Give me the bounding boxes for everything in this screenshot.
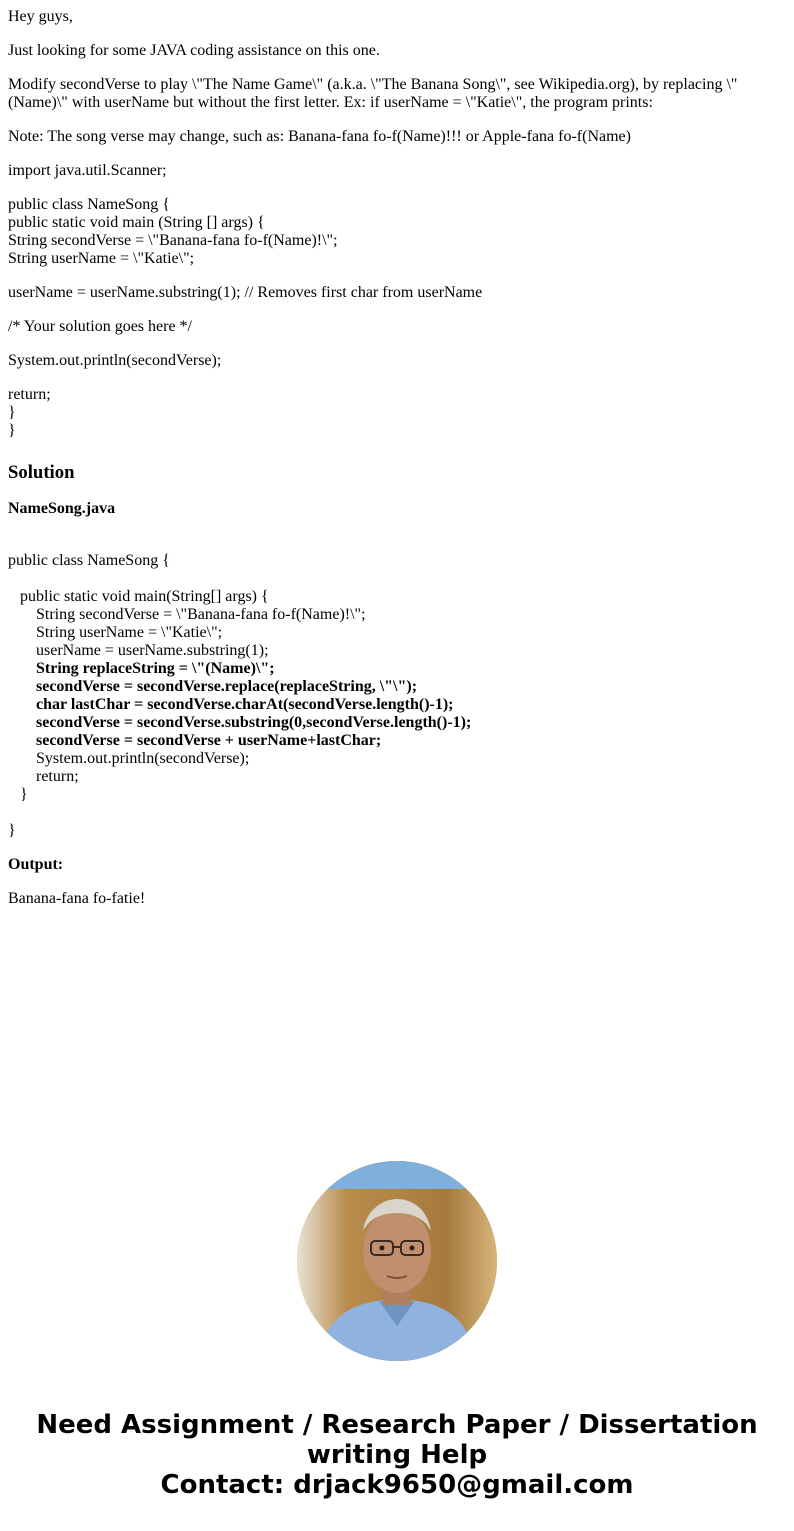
solution-code-line: String userName = \"Katie\"; (8, 624, 223, 641)
promo-banner (0, 1410, 794, 1500)
solution-code-line: public static void main(String[] args) { (8, 588, 269, 605)
document-body (0, 8, 794, 908)
solution-code-line: String replaceString = \"(Name)\"; (8, 660, 275, 677)
code-line: return; (8, 386, 51, 403)
code-line: } (8, 422, 16, 439)
solution-code-line: return; (8, 768, 79, 785)
solution-heading: Solution (8, 462, 75, 483)
substring-line: userName = userName.substring(1); // Removes first char from userName (8, 284, 483, 301)
solution-code-line: String secondVerse = \"Banana-fana fo-f(Name)!\"; (8, 606, 366, 623)
closing-block (8, 386, 786, 440)
promo-line: Need Assignment / Research Paper / Dissertation (36, 1410, 758, 1440)
code-line: String secondVerse = \"Banana-fana fo-f(Name)!\"; (8, 232, 338, 249)
code-line: public static void main (String [] args) { (8, 214, 265, 231)
note-text: Note: The song verse may change, such as: Banana-fana fo-f(Name)!!! or Apple-fana fo-f(Name) (8, 128, 631, 145)
solution-code-line: } (8, 822, 16, 839)
solution-comment-line: /* Your solution goes here */ (8, 318, 192, 335)
print-line: System.out.println(secondVerse); (8, 352, 222, 369)
solution-code-line: secondVerse = secondVerse + userName+lastChar; (8, 732, 382, 749)
file-name-heading: NameSong.java (8, 500, 116, 517)
author-avatar (297, 1161, 497, 1361)
code-line: String userName = \"Katie\"; (8, 250, 195, 267)
intro-text: Just looking for some JAVA coding assistance on this one. (8, 42, 380, 59)
solution-code-line: System.out.println(secondVerse); (8, 750, 250, 767)
import-line: import java.util.Scanner; (8, 162, 167, 179)
output-heading: Output: (8, 856, 64, 873)
solution-code-block (8, 552, 786, 840)
solution-code-line (8, 804, 786, 822)
task-text: Modify secondVerse to play \"The Name Game\" (a.k.a. \"The Banana Song\", see Wikipedia.org), by replacing \"(Name)\" with userName but without the first letter. Ex: if userName = \"Katie\", the program prints: (8, 76, 738, 111)
solution-code-line: char lastChar = secondVerse.charAt(secondVerse.length()-1); (8, 696, 454, 713)
solution-code-line: userName = userName.substring(1); (8, 642, 269, 659)
solution-code-line: public class NameSong { (8, 552, 170, 569)
class-header-block (8, 196, 786, 268)
promo-line: writing Help (306, 1440, 488, 1470)
solution-code-line: secondVerse = secondVerse.replace(replaceString, \"\"); (8, 678, 418, 695)
author-photo-icon (297, 1161, 497, 1361)
greeting-text: Hey guys, (8, 8, 73, 25)
code-line: } (8, 404, 16, 421)
code-line: public class NameSong { (8, 196, 170, 213)
solution-code-line (8, 570, 786, 588)
promo-contact: Contact: drjack9650@gmail.com (160, 1470, 634, 1500)
output-text: Banana-fana fo-fatie! (8, 890, 146, 907)
solution-code-line: } (8, 786, 28, 803)
solution-code-line: secondVerse = secondVerse.substring(0,secondVerse.length()-1); (8, 714, 472, 731)
